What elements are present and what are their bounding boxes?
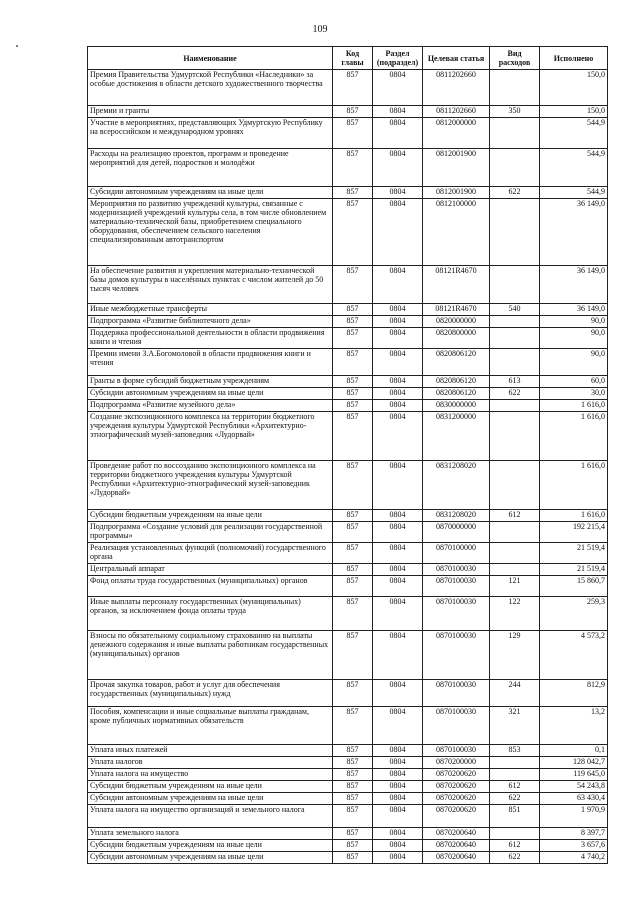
- cell-code: 857: [333, 707, 373, 745]
- cell-code: 857: [333, 522, 373, 543]
- cell-executed: 4 740,2: [540, 852, 608, 864]
- cell-article: 0812001900: [423, 187, 490, 199]
- cell-name: Проведение работ по воссозданию экспозиционного комплекса на территории бюджетного учреждения культуры Удмуртской Республики «Архитектурно-этнографический музей-заповедник «Лудорвай»: [88, 461, 333, 510]
- cell-article: 0870100030: [423, 564, 490, 576]
- cell-expense-type: 622: [490, 388, 540, 400]
- cell-article: 0811202660: [423, 70, 490, 106]
- table-row: [88, 793, 608, 805]
- cell-code: 857: [333, 304, 373, 316]
- table-row: [88, 400, 608, 412]
- cell-executed: 128 042,7: [540, 757, 608, 769]
- cell-section: 0804: [373, 316, 423, 328]
- cell-name: Субсидии автономным учреждениям на иные цели: [88, 793, 333, 805]
- cell-name: Премии имени З.А.Богомоловой в области продвижения книги и чтения: [88, 349, 333, 376]
- table-row: [88, 564, 608, 576]
- cell-article: 0870100030: [423, 576, 490, 597]
- table-row: [88, 781, 608, 793]
- table-row: [88, 522, 608, 543]
- cell-section: 0804: [373, 828, 423, 840]
- cell-article: 0870100030: [423, 745, 490, 757]
- cell-section: 0804: [373, 793, 423, 805]
- cell-expense-type: [490, 564, 540, 576]
- cell-code: 857: [333, 564, 373, 576]
- cell-section: 0804: [373, 757, 423, 769]
- cell-name: Субсидии автономным учреждениям на иные цели: [88, 388, 333, 400]
- cell-article: 0820806120: [423, 376, 490, 388]
- table-row: [88, 852, 608, 864]
- cell-executed: 54 243,8: [540, 781, 608, 793]
- cell-code: 857: [333, 70, 373, 106]
- cell-executed: 30,0: [540, 388, 608, 400]
- cell-code: 857: [333, 631, 373, 680]
- cell-expense-type: [490, 769, 540, 781]
- cell-article: 08121R4670: [423, 304, 490, 316]
- cell-executed: 8 397,7: [540, 828, 608, 840]
- cell-article: 0870100030: [423, 707, 490, 745]
- cell-section: 0804: [373, 199, 423, 266]
- cell-name: Расходы на реализацию проектов, программ и проведение мероприятий для детей, подростков и молодёжи: [88, 149, 333, 187]
- cell-article: 0870100000: [423, 543, 490, 564]
- budget-execution-table: [87, 46, 608, 864]
- cell-expense-type: [490, 522, 540, 543]
- cell-code: 857: [333, 376, 373, 388]
- cell-expense-type: [490, 266, 540, 304]
- cell-article: 0870200000: [423, 757, 490, 769]
- cell-executed: 259,3: [540, 597, 608, 631]
- cell-expense-type: 121: [490, 576, 540, 597]
- cell-section: 0804: [373, 461, 423, 510]
- table-row: [88, 199, 608, 266]
- cell-article: 0870200640: [423, 852, 490, 864]
- cell-name: Подпрограмма «Развитие библиотечного дела»: [88, 316, 333, 328]
- cell-section: 0804: [373, 707, 423, 745]
- cell-expense-type: 612: [490, 781, 540, 793]
- cell-executed: 4 573,2: [540, 631, 608, 680]
- table-row: [88, 840, 608, 852]
- cell-code: 857: [333, 328, 373, 349]
- cell-section: 0804: [373, 576, 423, 597]
- cell-name: Поддержка профессиональной деятельности в области продвижения книги и чтения: [88, 328, 333, 349]
- cell-article: 0820800000: [423, 328, 490, 349]
- cell-executed: 1 970,9: [540, 805, 608, 828]
- cell-executed: 63 430,4: [540, 793, 608, 805]
- table-body: [88, 70, 608, 864]
- cell-executed: 812,9: [540, 680, 608, 707]
- cell-executed: 544,9: [540, 149, 608, 187]
- cell-article: 0870000000: [423, 522, 490, 543]
- cell-article: 0820000000: [423, 316, 490, 328]
- table-row: [88, 510, 608, 522]
- cell-article: 0831208020: [423, 510, 490, 522]
- cell-expense-type: [490, 412, 540, 461]
- cell-expense-type: 540: [490, 304, 540, 316]
- cell-executed: 544,9: [540, 118, 608, 149]
- cell-section: 0804: [373, 106, 423, 118]
- cell-executed: 3 657,6: [540, 840, 608, 852]
- cell-expense-type: 350: [490, 106, 540, 118]
- cell-expense-type: 853: [490, 745, 540, 757]
- cell-name: Уплата иных платежей: [88, 745, 333, 757]
- cell-article: 0870200620: [423, 793, 490, 805]
- cell-name: Центральный аппарат: [88, 564, 333, 576]
- cell-section: 0804: [373, 266, 423, 304]
- cell-section: 0804: [373, 522, 423, 543]
- cell-expense-type: 612: [490, 510, 540, 522]
- cell-code: 857: [333, 106, 373, 118]
- cell-section: 0804: [373, 328, 423, 349]
- cell-expense-type: 321: [490, 707, 540, 745]
- cell-article: 0870200620: [423, 805, 490, 828]
- cell-name: Создание экспозиционного комплекса на территории бюджетного учреждения культуры Удмуртской Республики «Архитектурно-этнографический музей-заповедник «Лудорвай»: [88, 412, 333, 461]
- cell-article: 0870200640: [423, 840, 490, 852]
- cell-name: Уплата налога на имущество: [88, 769, 333, 781]
- table-row: [88, 543, 608, 564]
- cell-name: Уплата земельного налога: [88, 828, 333, 840]
- cell-code: 857: [333, 680, 373, 707]
- cell-name: Подпрограмма «Создание условий для реализации государственной программы»: [88, 522, 333, 543]
- cell-name: Премия Правительства Удмуртской Республики «Наследники» за особые достижения в области детского художественного творчества: [88, 70, 333, 106]
- cell-code: 857: [333, 400, 373, 412]
- cell-executed: 21 519,4: [540, 543, 608, 564]
- cell-name: Участие в мероприятиях, представляющих Удмуртскую Республику на всероссийском и международном уровнях: [88, 118, 333, 149]
- table-row: [88, 745, 608, 757]
- cell-code: 857: [333, 118, 373, 149]
- cell-executed: 1 616,0: [540, 400, 608, 412]
- cell-name: Подпрограмма «Развитие музейного дела»: [88, 400, 333, 412]
- cell-article: 0870200620: [423, 781, 490, 793]
- cell-executed: 36 149,0: [540, 304, 608, 316]
- cell-article: 0870100030: [423, 597, 490, 631]
- cell-section: 0804: [373, 543, 423, 564]
- cell-executed: 36 149,0: [540, 199, 608, 266]
- table-row: [88, 769, 608, 781]
- cell-code: 857: [333, 852, 373, 864]
- cell-section: 0804: [373, 376, 423, 388]
- cell-name: Субсидии бюджетным учреждениям на иные цели: [88, 781, 333, 793]
- cell-article: 0831208020: [423, 461, 490, 510]
- table-row: [88, 316, 608, 328]
- cell-name: Реализация установленных функций (полномочий) государственного органа: [88, 543, 333, 564]
- header-executed: Исполнено: [540, 47, 608, 70]
- cell-article: 0830000000: [423, 400, 490, 412]
- cell-executed: 21 519,4: [540, 564, 608, 576]
- cell-code: 857: [333, 840, 373, 852]
- cell-section: 0804: [373, 118, 423, 149]
- cell-expense-type: 622: [490, 852, 540, 864]
- cell-expense-type: 244: [490, 680, 540, 707]
- cell-article: 0870200620: [423, 769, 490, 781]
- table-row: [88, 376, 608, 388]
- cell-section: 0804: [373, 304, 423, 316]
- cell-article: 0870100030: [423, 631, 490, 680]
- cell-executed: 90,0: [540, 328, 608, 349]
- table-row: [88, 328, 608, 349]
- cell-expense-type: [490, 461, 540, 510]
- table-row: [88, 680, 608, 707]
- cell-expense-type: 851: [490, 805, 540, 828]
- cell-executed: 13,2: [540, 707, 608, 745]
- cell-section: 0804: [373, 70, 423, 106]
- table-row: [88, 805, 608, 828]
- cell-section: 0804: [373, 149, 423, 187]
- table-row: [88, 631, 608, 680]
- cell-section: 0804: [373, 412, 423, 461]
- cell-section: 0804: [373, 564, 423, 576]
- table-row: [88, 461, 608, 510]
- cell-article: 0820806120: [423, 388, 490, 400]
- cell-expense-type: [490, 400, 540, 412]
- cell-expense-type: [490, 328, 540, 349]
- table-row: [88, 388, 608, 400]
- header-section: Раздел (подраздел): [373, 47, 423, 70]
- cell-name: Субсидии бюджетным учреждениям на иные цели: [88, 840, 333, 852]
- cell-expense-type: 622: [490, 187, 540, 199]
- cell-executed: 1 616,0: [540, 510, 608, 522]
- cell-code: 857: [333, 316, 373, 328]
- cell-section: 0804: [373, 840, 423, 852]
- table-header-row: [88, 47, 608, 70]
- cell-code: 857: [333, 597, 373, 631]
- cell-section: 0804: [373, 805, 423, 828]
- cell-article: 0870100030: [423, 680, 490, 707]
- cell-executed: 36 149,0: [540, 266, 608, 304]
- cell-executed: 60,0: [540, 376, 608, 388]
- cell-name: Гранты в форме субсидий бюджетным учреждениям: [88, 376, 333, 388]
- cell-expense-type: [490, 349, 540, 376]
- cell-code: 857: [333, 266, 373, 304]
- cell-section: 0804: [373, 769, 423, 781]
- cell-section: 0804: [373, 187, 423, 199]
- table-row: [88, 106, 608, 118]
- table-row: [88, 707, 608, 745]
- cell-expense-type: 622: [490, 793, 540, 805]
- cell-article: 0812001900: [423, 149, 490, 187]
- cell-section: 0804: [373, 510, 423, 522]
- cell-section: 0804: [373, 597, 423, 631]
- cell-executed: 544,9: [540, 187, 608, 199]
- cell-code: 857: [333, 461, 373, 510]
- cell-article: 0831200000: [423, 412, 490, 461]
- cell-name: Уплата налогов: [88, 757, 333, 769]
- cell-expense-type: 612: [490, 840, 540, 852]
- cell-name: Уплата налога на имущество организаций и земельного налога: [88, 805, 333, 828]
- cell-code: 857: [333, 388, 373, 400]
- cell-article: 0812100000: [423, 199, 490, 266]
- cell-expense-type: 122: [490, 597, 540, 631]
- cell-name: Пособия, компенсации и иные социальные выплаты гражданам, кроме публичных нормативных обязательств: [88, 707, 333, 745]
- table-row: [88, 304, 608, 316]
- cell-executed: 90,0: [540, 349, 608, 376]
- cell-code: 857: [333, 412, 373, 461]
- cell-section: 0804: [373, 349, 423, 376]
- cell-name: Премии и гранты: [88, 106, 333, 118]
- cell-code: 857: [333, 805, 373, 828]
- cell-name: Мероприятия по развитию учреждений культуры, связанные с модернизацией учреждений культуры села, в том числе обновлением материально-технической базы, приобретением специального оборудования, обеспечением сельского населения специализированным автотранспортом: [88, 199, 333, 266]
- cell-expense-type: [490, 70, 540, 106]
- cell-executed: 1 616,0: [540, 461, 608, 510]
- cell-expense-type: [490, 543, 540, 564]
- cell-name: Субсидии бюджетным учреждениям на иные цели: [88, 510, 333, 522]
- table-row: [88, 70, 608, 106]
- cell-expense-type: 613: [490, 376, 540, 388]
- cell-code: 857: [333, 349, 373, 376]
- header-code: Код главы: [333, 47, 373, 70]
- cell-expense-type: [490, 118, 540, 149]
- table-row: [88, 597, 608, 631]
- table-row: [88, 266, 608, 304]
- cell-code: 857: [333, 149, 373, 187]
- cell-code: 857: [333, 769, 373, 781]
- table-row: [88, 118, 608, 149]
- cell-name: Субсидии автономным учреждениям на иные цели: [88, 187, 333, 199]
- cell-name: На обеспечение развития и укрепления материально-технической базы домов культуры в населённых пунктах с числом жителей до 50 тысяч человек: [88, 266, 333, 304]
- header-name: Наименование: [88, 47, 333, 70]
- cell-executed: 1 616,0: [540, 412, 608, 461]
- cell-name: Иные межбюджетные трансферты: [88, 304, 333, 316]
- cell-code: 857: [333, 793, 373, 805]
- table-row: [88, 187, 608, 199]
- cell-expense-type: 129: [490, 631, 540, 680]
- cell-code: 857: [333, 187, 373, 199]
- table-row: [88, 149, 608, 187]
- page-number: 109: [312, 24, 328, 35]
- table-row: [88, 828, 608, 840]
- cell-article: 0820806120: [423, 349, 490, 376]
- cell-code: 857: [333, 757, 373, 769]
- scan-artifact-dot: [16, 45, 18, 47]
- cell-expense-type: [490, 149, 540, 187]
- cell-section: 0804: [373, 388, 423, 400]
- cell-section: 0804: [373, 745, 423, 757]
- header-article: Целевая статья: [423, 47, 490, 70]
- cell-code: 857: [333, 828, 373, 840]
- table-row: [88, 576, 608, 597]
- cell-executed: 119 645,0: [540, 769, 608, 781]
- cell-name: Прочая закупка товаров, работ и услуг для обеспечения государственных (муниципальных) нужд: [88, 680, 333, 707]
- cell-executed: 15 860,7: [540, 576, 608, 597]
- cell-section: 0804: [373, 631, 423, 680]
- cell-section: 0804: [373, 680, 423, 707]
- cell-expense-type: [490, 757, 540, 769]
- cell-name: Взносы по обязательному социальному страхованию на выплаты денежного содержания и иные выплаты работникам государственных (муниципальных) органов: [88, 631, 333, 680]
- cell-expense-type: [490, 828, 540, 840]
- cell-expense-type: [490, 316, 540, 328]
- cell-code: 857: [333, 781, 373, 793]
- table-row: [88, 757, 608, 769]
- cell-article: 0812000000: [423, 118, 490, 149]
- cell-section: 0804: [373, 400, 423, 412]
- cell-article: 0870200640: [423, 828, 490, 840]
- table-row: [88, 349, 608, 376]
- cell-code: 857: [333, 576, 373, 597]
- cell-executed: 150,0: [540, 106, 608, 118]
- cell-executed: 90,0: [540, 316, 608, 328]
- cell-name: Иные выплаты персоналу государственных (муниципальных) органов, за исключением фонда оплаты труда: [88, 597, 333, 631]
- cell-article: 0811202660: [423, 106, 490, 118]
- cell-article: 08121R4670: [423, 266, 490, 304]
- cell-code: 857: [333, 745, 373, 757]
- header-expense-type: Вид расходов: [490, 47, 540, 70]
- cell-name: Фонд оплаты труда государственных (муниципальных) органов: [88, 576, 333, 597]
- cell-executed: 192 215,4: [540, 522, 608, 543]
- cell-section: 0804: [373, 781, 423, 793]
- cell-executed: 0,1: [540, 745, 608, 757]
- cell-code: 857: [333, 199, 373, 266]
- cell-name: Субсидии автономным учреждениям на иные цели: [88, 852, 333, 864]
- cell-code: 857: [333, 510, 373, 522]
- cell-code: 857: [333, 543, 373, 564]
- cell-executed: 150,0: [540, 70, 608, 106]
- cell-section: 0804: [373, 852, 423, 864]
- table-row: [88, 412, 608, 461]
- cell-expense-type: [490, 199, 540, 266]
